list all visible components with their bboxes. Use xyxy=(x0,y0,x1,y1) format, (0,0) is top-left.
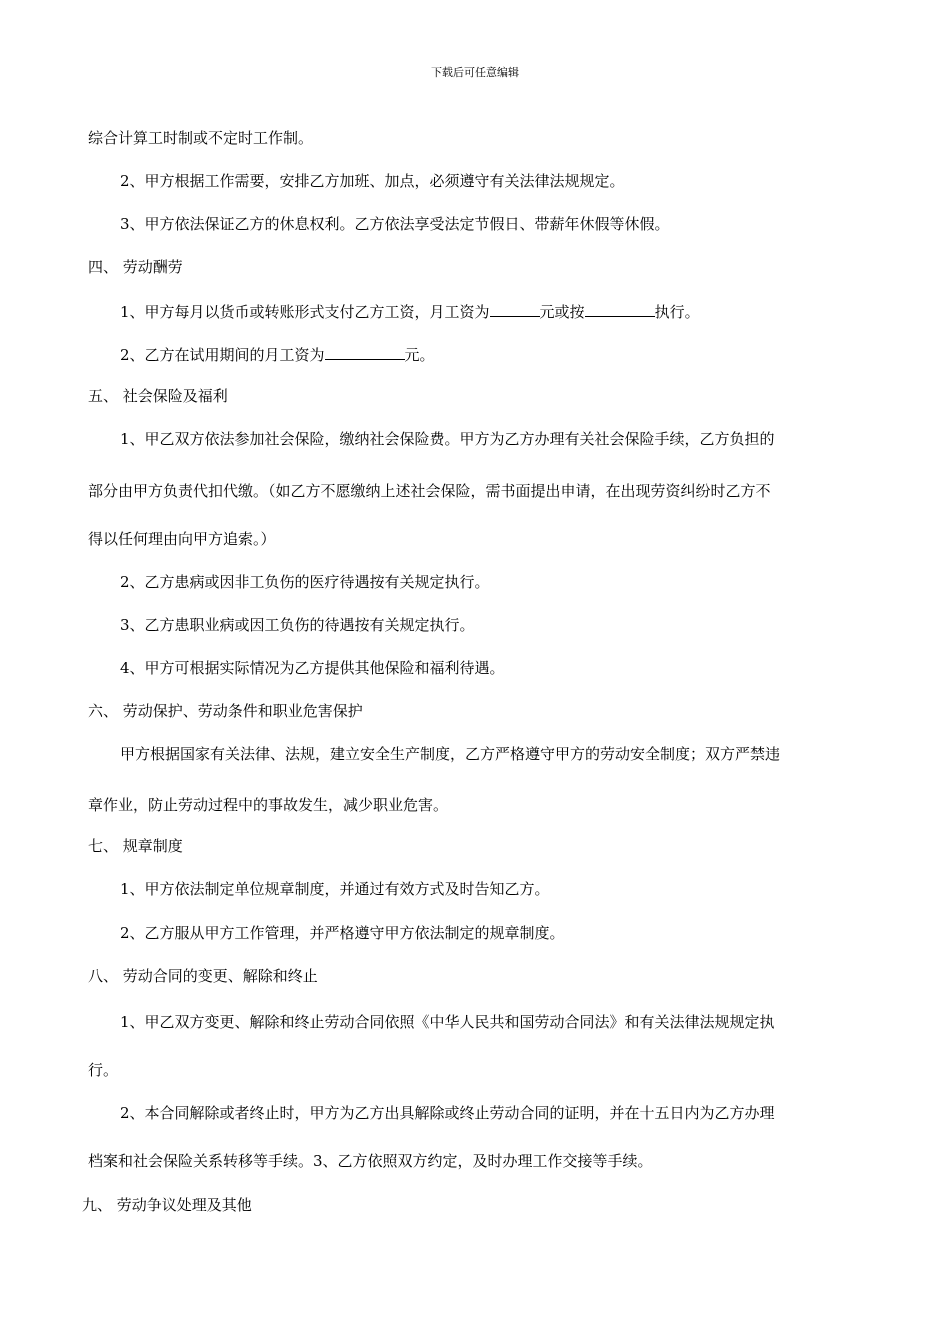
section-heading: 六、 劳动保护、劳动条件和职业危害保护 xyxy=(88,702,363,720)
probation-salary-blank[interactable] xyxy=(325,343,405,360)
paragraph-text: 元或按 xyxy=(539,303,585,321)
paragraph-text: 元。 xyxy=(404,346,435,364)
salary-line xyxy=(120,300,700,322)
paragraph-line: 1、甲方依法制定单位规章制度，并通过有效方式及时告知乙方。 xyxy=(120,880,550,898)
section-heading: 八、 劳动合同的变更、解除和终止 xyxy=(88,967,318,985)
paragraph-line: 1、甲乙双方依法参加社会保险，缴纳社会保险费。甲方为乙方办理有关社会保险手续，乙方负担的 xyxy=(120,430,775,448)
section-heading: 四、 劳动酬劳 xyxy=(88,258,183,276)
paragraph-line: 3、乙方患职业病或因工负伤的待遇按有关规定执行。 xyxy=(120,616,475,634)
paragraph-line: 2、乙方服从甲方工作管理，并严格遵守甲方依法制定的规章制度。 xyxy=(120,924,565,942)
paragraph-line: 综合计算工时制或不定时工作制。 xyxy=(88,129,314,147)
paragraph-text: 2、乙方在试用期间的月工资为 xyxy=(120,346,325,364)
paragraph-line: 部分由甲方负责代扣代缴。（如乙方不愿缴纳上述社会保险，需书面提出申请，在出现劳资纠纷时乙方不 xyxy=(88,482,771,500)
paragraph-line: 4、甲方可根据实际情况为乙方提供其他保险和福利待遇。 xyxy=(120,659,505,677)
probation-salary-line xyxy=(120,343,435,365)
paragraph-line: 3、甲方依法保证乙方的休息权利。乙方依法享受法定节假日、带薪年休假等休假。 xyxy=(120,215,670,233)
paragraph-line: 档案和社会保险关系转移等手续。3、乙方依照双方约定，及时办理工作交接等手续。 xyxy=(88,1152,653,1170)
monthly-salary-blank[interactable] xyxy=(490,300,540,317)
paragraph-line: 甲方根据国家有关法律、法规，建立安全生产制度，乙方严格遵守甲方的劳动安全制度；双方严禁违 xyxy=(120,745,781,763)
section-heading: 七、 规章制度 xyxy=(88,837,183,855)
page-header: 下载后可任意编辑 xyxy=(431,66,519,79)
salary-basis-blank[interactable] xyxy=(585,300,655,317)
paragraph-line: 行。 xyxy=(88,1061,119,1079)
section-heading: 九、 劳动争议处理及其他 xyxy=(82,1196,252,1214)
paragraph-text: 执行。 xyxy=(654,303,700,321)
paragraph-text: 1、甲方每月以货币或转账形式支付乙方工资，月工资为 xyxy=(120,303,490,321)
paragraph-line: 章作业，防止劳动过程中的事故发生，减少职业危害。 xyxy=(88,796,449,814)
paragraph-line: 2、甲方根据工作需要，安排乙方加班、加点，必须遵守有关法律法规规定。 xyxy=(120,172,625,190)
paragraph-line: 1、甲乙双方变更、解除和终止劳动合同依照《中华人民共和国劳动合同法》和有关法律法规规定执 xyxy=(120,1013,775,1031)
section-heading: 五、 社会保险及福利 xyxy=(88,387,228,405)
paragraph-line: 2、乙方患病或因非工负伤的医疗待遇按有关规定执行。 xyxy=(120,573,490,591)
paragraph-line: 2、本合同解除或者终止时，甲方为乙方出具解除或终止劳动合同的证明，并在十五日内为乙方办理 xyxy=(120,1104,775,1122)
paragraph-line: 得以任何理由向甲方追索。） xyxy=(88,530,276,548)
